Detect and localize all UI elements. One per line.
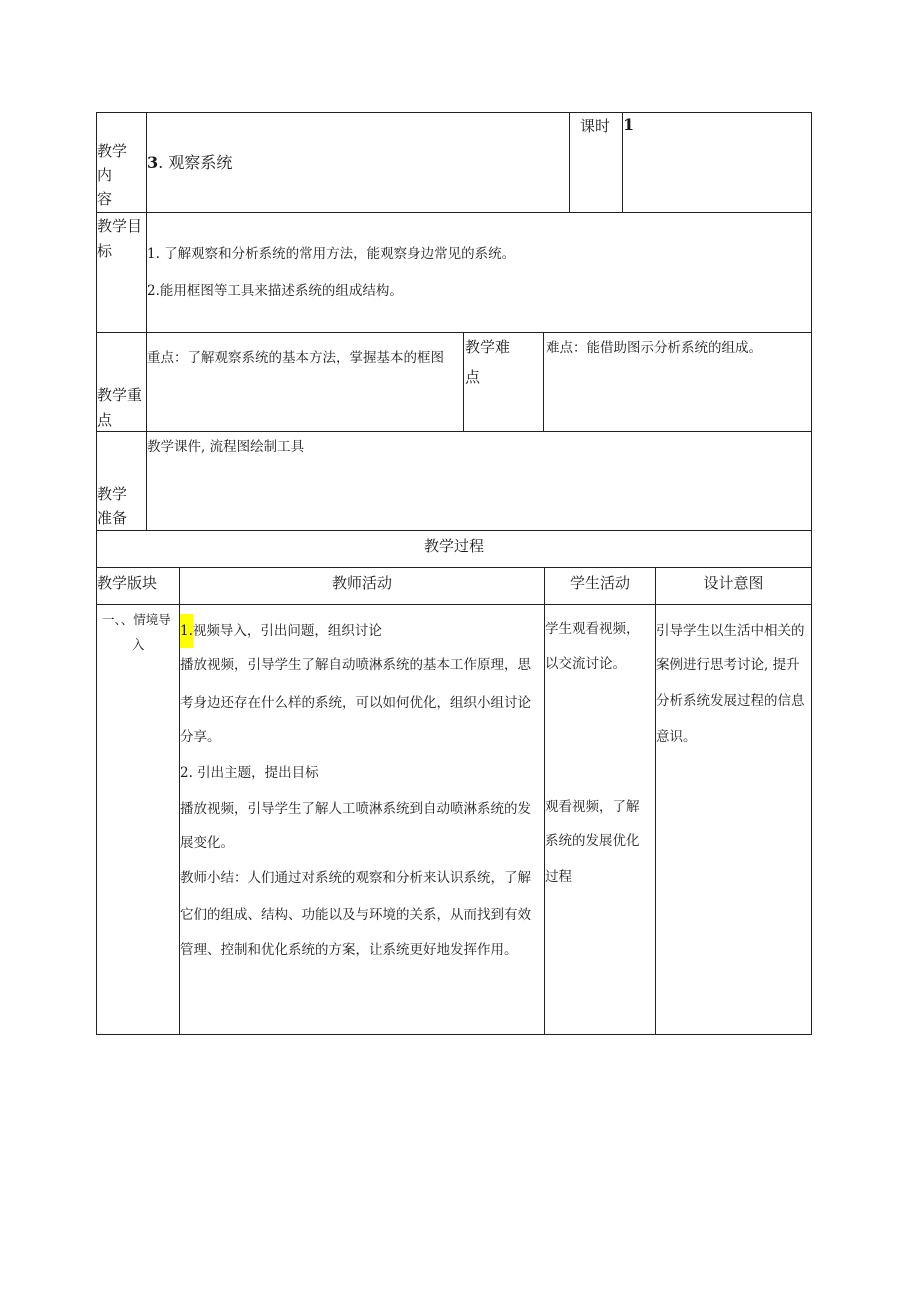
teacher-item-1	[180, 614, 382, 648]
hours-value-cell	[622, 112, 812, 213]
intent-line: 引导学生以生活中相关的	[656, 623, 805, 639]
content-title-number: 3	[147, 153, 159, 172]
section-label-2: 入	[132, 637, 145, 652]
difficulty-label-2: 点	[465, 368, 481, 386]
intent-line: 案例进行思考讨论, 提升	[656, 657, 800, 673]
prep-label-1: 教学	[97, 485, 128, 503]
teacher-line: 播放视频，引导学生了解人工喷淋系统到自动喷淋系统的发	[180, 801, 531, 817]
section-label-1: 一、、情境导	[102, 612, 171, 627]
header-student: 学生活动	[569, 574, 630, 592]
prep-label-2: 准备	[97, 509, 128, 527]
teacher-line: 展变化。	[180, 835, 234, 851]
teacher-line: 它们的组成、结构、功能以及与环境的关系，从而找到有效	[180, 907, 531, 923]
teacher-line: 管理、控制和优化系统的方案，让系统更好地发挥作用。	[180, 942, 518, 958]
teacher-item-1-number: 1.	[180, 614, 193, 648]
student-line: 以交流讨论。	[545, 656, 626, 672]
intent-line: 意识。	[656, 729, 697, 745]
section-cell	[96, 604, 180, 1035]
goals-label-1: 教学目	[97, 217, 143, 235]
goal-item-2: 2.能用框图等工具来描述系统的组成结构。	[147, 283, 403, 299]
content-label-3: 容	[97, 190, 113, 208]
difficulty-label-1: 教学难	[465, 338, 511, 356]
teacher-line: 考身边还存在什么样的系统，可以如何优化，组织小组讨论	[180, 695, 531, 711]
key-label-1: 教学重	[97, 386, 143, 404]
student-line: 系统的发展优化	[545, 833, 640, 849]
goal-item-1: 1. 了解观察和分析系统的常用方法，能观察身边常见的系统。	[147, 246, 516, 262]
content-label-2: 内	[97, 166, 113, 184]
goals-content-cell	[146, 212, 812, 333]
teacher-item-1-text: 视频导入，引出问题，组织讨论	[192, 623, 382, 639]
content-label-1: 教学	[97, 142, 128, 160]
header-teacher: 教师活动	[331, 574, 392, 592]
content-title	[147, 155, 232, 171]
header-section: 教学版块	[97, 574, 158, 592]
difficulty-text: 难点：能借助图示分析系统的组成。	[546, 340, 762, 356]
key-label-2: 点	[97, 411, 113, 429]
key-content-cell	[146, 332, 464, 432]
header-intent: 设计意图	[703, 574, 764, 592]
student-line: 过程	[545, 869, 572, 885]
student-line: 观看视频，了解	[545, 799, 640, 815]
process-title: 教学过程	[423, 537, 484, 555]
hours-value: 1	[623, 115, 635, 134]
key-text: 重点：了解观察系统的基本方法，掌握基本的框图	[147, 350, 444, 366]
prep-text: 教学课件, 流程图绘制工具	[147, 439, 305, 455]
student-line: 学生观看视频，	[545, 621, 640, 637]
content-title-text: . 观察系统	[158, 153, 233, 172]
teacher-line: 分享。	[180, 729, 221, 745]
goals-label-2: 标	[97, 242, 113, 260]
teacher-line: 2. 引出主题，提出目标	[180, 765, 319, 781]
teacher-line: 教师小结：人们通过对系统的观察和分析来认识系统，了解	[180, 870, 531, 886]
hours-label: 课时	[580, 117, 611, 135]
teacher-line: 播放视频，引导学生了解自动喷淋系统的基本工作原理，思	[180, 657, 531, 673]
intent-line: 分析系统发展过程的信息	[656, 693, 805, 709]
